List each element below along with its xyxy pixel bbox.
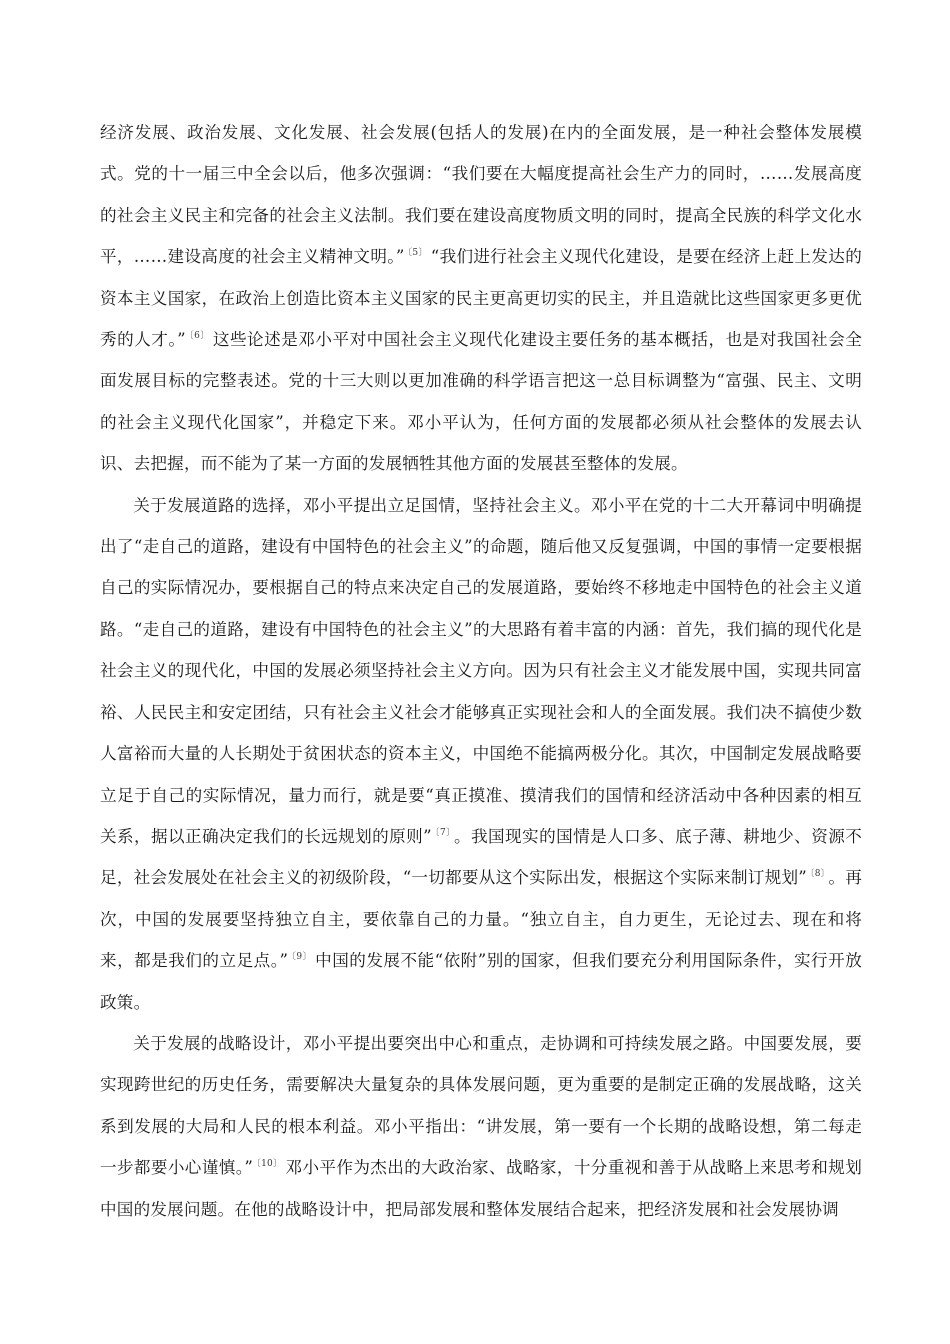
footnote-ref: 〔6〕 — [188, 331, 210, 342]
paragraph-text: 经济发展、政治发展、文化发展、社会发展(包括人的发展)在内的全面发展，是一种社会整体发展模式。党的十一届三中全会以后，他多次强调：“我们要在大幅度提高社会生产力的同时，……发展高度的社会主义民主和完备的社会主义法制。我们要在建设高度物质文明的同时，提高全民族的科学文化水平，……建设高度的社会主义精神文明。” — [100, 123, 862, 267]
body-text — [100, 112, 862, 1230]
footnote-ref: 〔9〕 — [291, 952, 313, 963]
paragraph-text: 关于发展的战略设计，邓小平提出要突出中心和重点，走协调和可持续发展之路。中国要发展，要实现跨世纪的历史任务，需要解决大量复杂的具体发展问题，更为重要的是制定正确的发展战略，这关系到发展的大局和人民的根本利益。邓小平指出：“讲发展，第一要有一个长期的战略设想，第二每走一步都要小心谨慎。” — [100, 1033, 862, 1178]
paragraph-text: 。再次，中国的发展要坚持独立自主，要依靠自己的力量。“独立自主，自力更生，无论过去、现在和将来，都是我们的立足点。” — [100, 868, 863, 971]
paragraph-text: 。我国现实的国情是人口多、底子薄、耕地少、资源不足，社会发展处在社会主义的初级阶段，“一切都要从这个实际出发，根据这个实际来制订规划” — [100, 826, 863, 888]
paragraph-text: 关于发展道路的选择，邓小平提出立足国情，坚持社会主义。邓小平在党的十二大开幕词中明确提出了“走自己的道路，建设有中国特色的社会主义”的命题，随后他又反复强调，中国的事情一定要根据自己的实际情况办，要根据自己的特点来决定自己的发展道路，要始终不移地走中国特色的社会主义道路。“走自己的道路，建设有中国特色的社会主义”的大思路有着丰富的内涵：首先，我们搞的现代化是社会主义的现代化，中国的发展必须坚持社会主义方向。因为只有社会主义才能发展中国，实现共同富裕、人民民主和安定团结，只有社会主义社会才能够真正实现社会和人的全面发展。我们决不搞使少数人富裕而大量的人长期处于贫困状态的资本主义，中国绝不能搞两极分化。其次，中国制定发展战略要立足于自己的实际情况，量力而行，就是要“真正摸准、摸清我们的国情和经济活动中各种因素的相互关系，据以正确决定我们的长远规划的原则” — [100, 495, 862, 846]
footnote-ref: 〔5〕 — [407, 248, 428, 259]
paragraph-strategy-design — [100, 1023, 862, 1230]
footnote-ref: 〔10〕 — [256, 1159, 283, 1170]
paragraph-text: 中国的发展不能“依附”别的国家，但我们要充分利用国际条件，实行开放政策。 — [100, 951, 862, 1012]
footnote-ref: 〔8〕 — [809, 869, 826, 880]
footnote-ref: 〔7〕 — [434, 827, 452, 838]
paragraph-development-path — [100, 485, 862, 1023]
paragraph-text: “我们进行社会主义现代化建设，是要在经济上赶上发达的资本主义国家，在政治上创造比资本主义国家的民主更高更切实的民主，并且造就比这些国家更多更优秀的人才。” — [100, 247, 863, 350]
paragraph-text: 邓小平作为杰出的大政治家、战略家，十分重视和善于从战略上来思考和规划中国的发展问题。在他的战略设计中，把局部发展和整体发展结合起来，把经济发展和社会发展协调 — [100, 1158, 862, 1219]
paragraph-text: 这些论述是邓小平对中国社会主义现代化建设主要任务的基本概括，也是对我国社会全面发展目标的完整表述。党的十三大则以更加准确的科学语言把这一总目标调整为“富强、民主、文明的社会主义现代化国家”，并稳定下来。邓小平认为，任何方面的发展都必须从社会整体的发展去认识、去把握，而不能为了某一方面的发展牺牲其他方面的发展甚至整体的发展。 — [100, 330, 862, 474]
paragraph-continued — [100, 112, 862, 485]
